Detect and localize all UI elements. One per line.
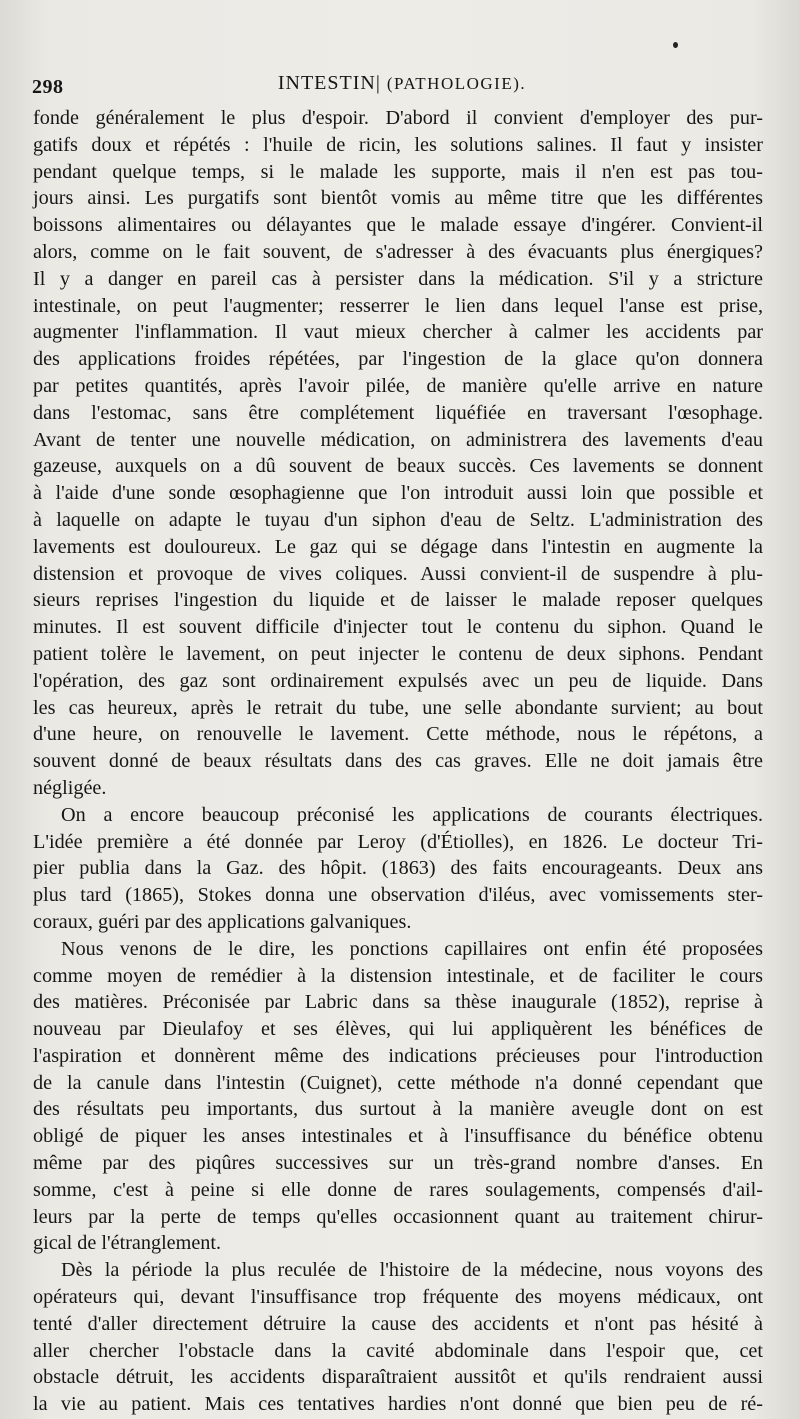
text-line: augmenter l'inflammation. Il vaut mieux chercher à calmer les accidents par: [33, 321, 763, 344]
text-line: obstacle détruit, les accidents disparaîtraient aussitôt et qu'ils rendraient aussi: [33, 1366, 763, 1389]
text-line: tenté d'aller directement détruire la cause des accidents et n'ont pas hésité à: [33, 1312, 763, 1335]
text-line: des applications froides répétées, par l'ingestion de la glace qu'on donnera: [33, 348, 763, 371]
text-line: L'idée première a été donnée par Leroy (d'Étiolles), en 1826. Le docteur Tri-: [33, 830, 763, 853]
body-text: [33, 105, 763, 1418]
text-line: fonde généralement le plus d'espoir. D'abord il convient d'employer des pur-: [33, 107, 763, 129]
text-line: pendant quelque temps, si le malade les supporte, mais il n'en est pas tou-: [33, 160, 763, 183]
running-title-main: INTESTIN|: [277, 72, 381, 94]
text-line: de la canule dans l'intestin (Cuignet), cette méthode n'a donné cependant que: [33, 1071, 763, 1094]
text-line: somme, c'est à peine si elle donne de rares soulagements, compensés d'ail-: [33, 1178, 763, 1201]
text-line: obligé de piquer les anses intestinales et à l'insuffisance du bénéfice obtenu: [33, 1125, 763, 1148]
running-title: [32, 72, 772, 95]
text-line: Avant de tenter une nouvelle médication, on administrera des lavements d'eau: [33, 428, 763, 451]
text-line: pier publia dans la Gaz. des hôpit. (1863) des faits encourageants. Deux ans: [33, 857, 763, 880]
text-line: même par des piqûres successives sur un très-grand nombre d'anses. En: [33, 1152, 763, 1175]
text-line: plus tard (1865), Stokes donna une observation d'iléus, avec vomissements ster-: [33, 884, 763, 907]
text-line: leurs par la perte de temps qu'elles occasionnent quant au traitement chirur-: [33, 1205, 763, 1228]
text-line: les cas heureux, après le retrait du tube, une selle abondante survient; au bout: [33, 696, 763, 719]
page-number: 298: [32, 76, 64, 98]
text-line: jours ainsi. Les purgatifs sont bientôt vomis au même titre que les différentes: [33, 187, 763, 210]
text-line: négligée.: [33, 776, 107, 799]
text-line: gatifs doux et répétés : l'huile de ricin, les solutions salines. Il faut y insister: [33, 133, 763, 156]
text-line: lavements est douloureux. Le gaz qui se dégage dans l'intestin en augmente la: [33, 535, 763, 558]
text-line: par petites quantités, après l'avoir pilée, de manière qu'elle arrive en nature: [33, 374, 763, 397]
ink-speck: [673, 42, 678, 48]
text-line: à laquelle on adapte le tuyau d'un siphon d'eau de Seltz. L'administration des: [33, 508, 763, 531]
text-line: l'opération, des gaz sont ordinairement expulsés avec un peu de liquide. Dans: [33, 669, 763, 692]
text-line: opérateurs qui, devant l'insuffisance trop fréquente des moyens médicaux, ont: [33, 1286, 763, 1309]
text-line: Il y a danger en pareil cas à persister dans la médication. S'il y a stricture: [33, 267, 763, 290]
text-line: l'aspiration et donnèrent même des indications précieuses pour l'introduction: [33, 1044, 763, 1067]
text-line: comme moyen de remédier à la distension intestinale, et de faciliter le cours: [33, 964, 763, 987]
text-line: des résultats peu importants, dus surtout à la manière aveugle dont on est: [33, 1098, 763, 1121]
text-line: intestinale, on peut l'augmenter; resserrer le lien dans lequel l'anse est prise,: [33, 294, 763, 317]
text-line: souvent donné de beaux résultats dans des cas graves. Elle ne doit jamais être: [33, 750, 763, 773]
text-line: gazeuse, auxquels on a dû souvent de beaux succès. Ces lavements se donnent: [33, 455, 763, 478]
text-line: d'une heure, on renouvelle le lavement. Cette méthode, nous le répétons, a: [33, 723, 763, 746]
text-line: distension et provoque de vives coliques. Aussi convient-il de suspendre à plu-: [33, 562, 763, 585]
text-line: boissons alimentaires ou délayantes que le malade essaye d'ingérer. Convient-il: [33, 214, 763, 237]
text-line: à l'aide d'une sonde œsophagienne que l'on introduit aussi loin que possible et: [33, 482, 763, 505]
text-line: des matières. Préconisée par Labric dans sa thèse inaugurale (1852), reprise à: [33, 991, 763, 1014]
text-line: On a encore beaucoup préconisé les applications de courants électriques.: [61, 803, 763, 826]
text-line: nouveau par Dieulafoy et ses élèves, qui lui appliquèrent les bénéfices de: [33, 1018, 763, 1041]
text-line: dans l'estomac, sans être complétement liquéfiée en traversant l'œsophage.: [33, 401, 763, 424]
text-line: minutes. Il est souvent difficile d'injecter tout le contenu du siphon. Quand le: [33, 616, 763, 639]
text-line: coraux, guéri par des applications galvaniques.: [33, 910, 412, 933]
page-header: [32, 72, 772, 98]
text-line: aller chercher l'obstacle dans la cavité abdominale dans l'espoir que, cet: [33, 1339, 763, 1362]
text-line: patient tolère le lavement, on peut injecter le contenu de deux siphons. Pendant: [33, 642, 763, 665]
text-line: Dès la période la plus reculée de l'histoire de la médecine, nous voyons des: [61, 1259, 763, 1282]
running-title-sub: (PATHOLOGIE).: [386, 74, 527, 93]
text-line: alors, comme on le fait souvent, de s'adresser à des évacuants plus énergiques?: [33, 240, 763, 263]
text-line: sieurs reprises l'ingestion du liquide et de laisser le malade reposer quelques: [33, 589, 763, 612]
text-line: gical de l'étranglement.: [33, 1232, 222, 1255]
text-line: Nous venons de le dire, les ponctions capillaires ont enfin été proposées: [61, 937, 763, 960]
text-line: la vie au patient. Mais ces tentatives hardies n'ont donné que bien peu de ré-: [33, 1393, 763, 1416]
